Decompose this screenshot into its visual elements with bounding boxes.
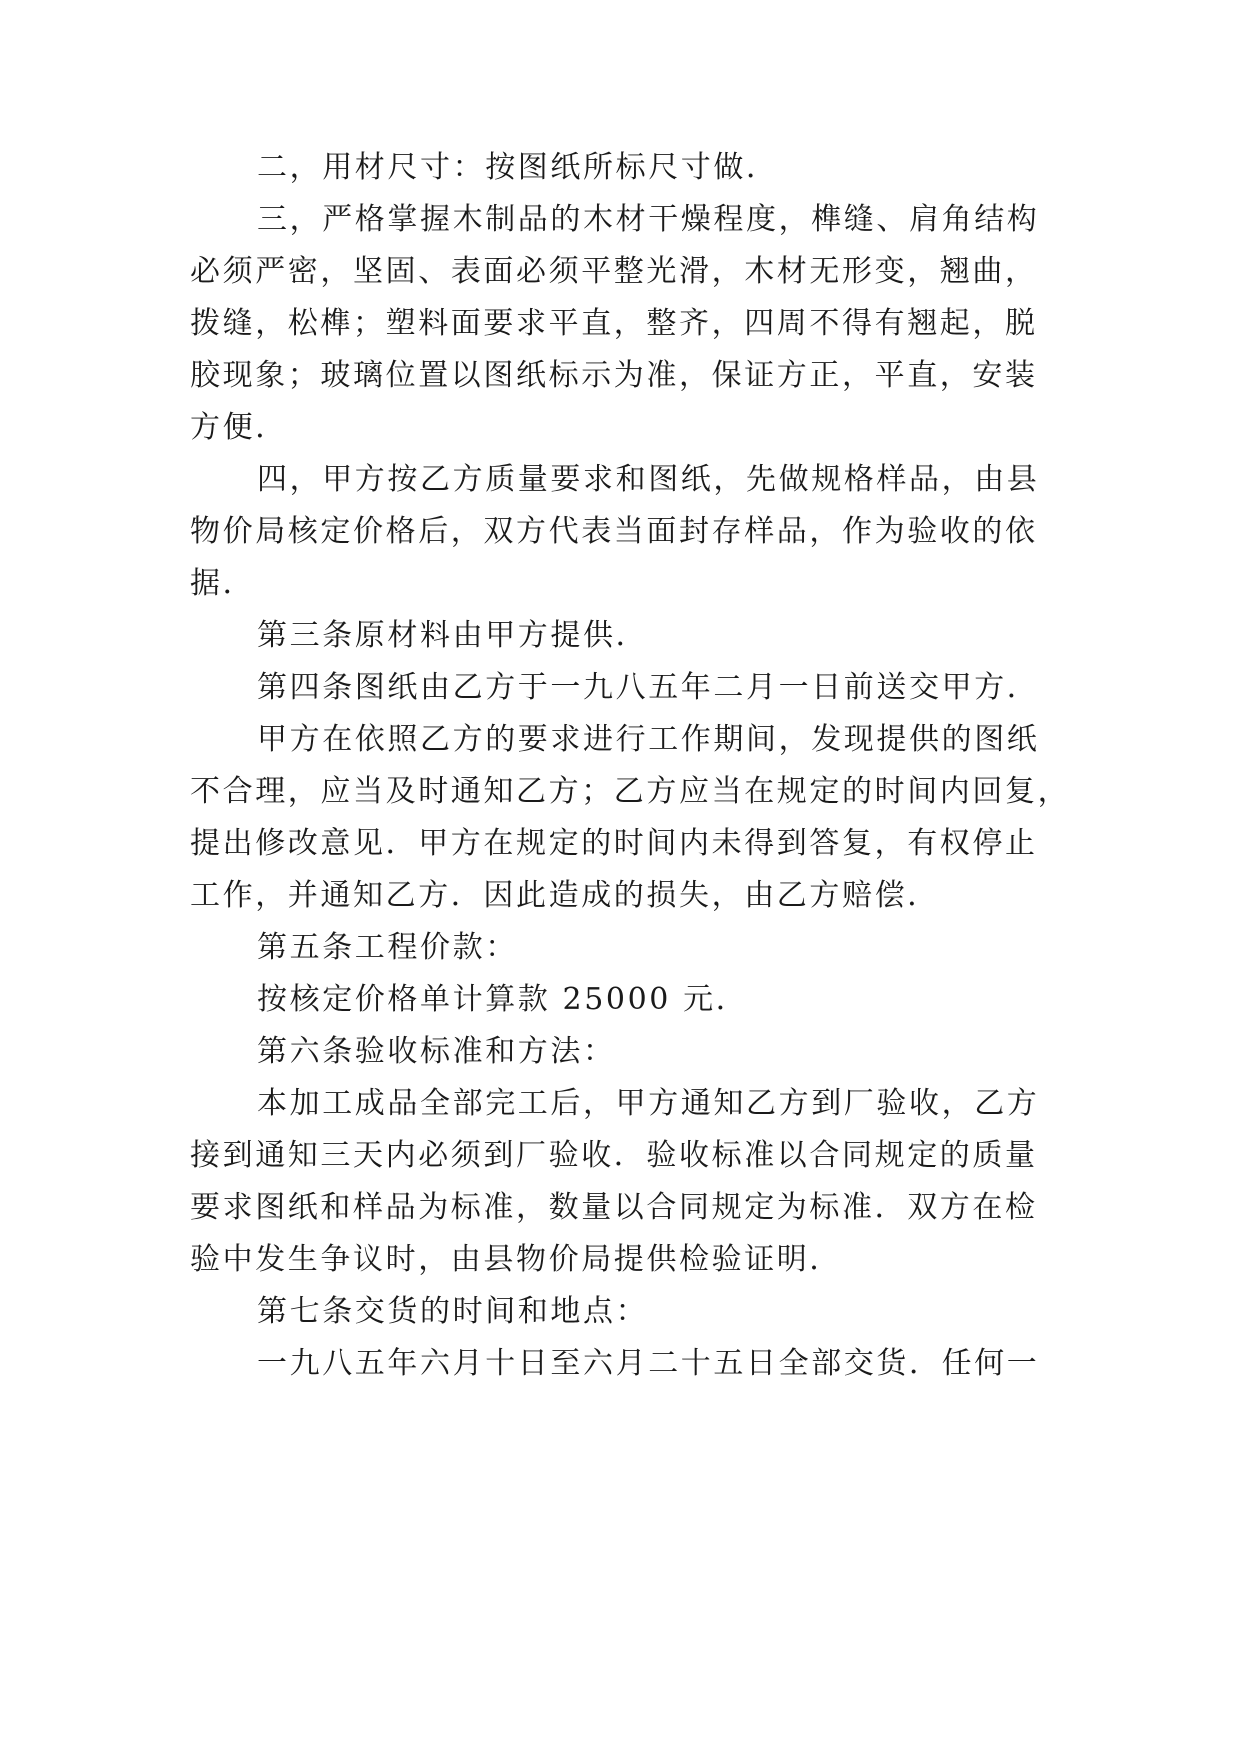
text-line: 提出修改意见．甲方在规定的时间内未得到答复，有权停止 [190,826,1038,861]
text-line: 拨缝，松榫；塑料面要求平直，整齐，四周不得有翘起，脱 [190,306,1038,341]
text-line: 胶现象；玻璃位置以图纸标示为准，保证方正，平直，安装 [190,358,1038,393]
text-line: 第五条工程价款： [257,930,518,965]
text-line: 二，用材尺寸：按图纸所标尺寸做． [257,150,779,185]
text-line: 第七条交货的时间和地点： [257,1294,649,1329]
text-line: 物价局核定价格后，双方代表当面封存样品，作为验收的依 [190,514,1038,549]
text-line: 据． [190,566,256,601]
text-line: 四，甲方按乙方质量要求和图纸，先做规格样品，由县 [257,462,1040,497]
text-line: 甲方在依照乙方的要求进行工作期间，发现提供的图纸 [257,722,1040,757]
text-line: 第四条图纸由乙方于一九八五年二月一日前送交甲方． [257,670,1040,705]
text-line: 方便． [190,410,288,445]
text-line: 三，严格掌握木制品的木材干燥程度，榫缝、肩角结构 [257,202,1040,237]
text-line: 必须严密，坚固、表面必须平整光滑，木材无形变，翘曲， [190,254,1038,289]
text-line: 验中发生争议时，由县物价局提供检验证明． [190,1242,842,1277]
text-line: 按核定价格单计算款 25000 元． [257,982,749,1017]
text-line: 第六条验收标准和方法： [257,1034,616,1069]
text-line: 第三条原材料由甲方提供． [257,618,649,653]
text-line: 接到通知三天内必须到厂验收．验收标准以合同规定的质量 [190,1138,1038,1173]
text-line: 工作，并通知乙方．因此造成的损失，由乙方赔偿． [190,878,940,913]
text-line: 一九八五年六月十日至六月二十五日全部交货．任何一 [257,1346,1040,1381]
text-line: 本加工成品全部完工后，甲方通知乙方到厂验收，乙方 [257,1086,1040,1121]
text-line: 不合理，应当及时通知乙方；乙方应当在规定的时间内回复， [190,774,1071,809]
text-line: 要求图纸和样品为标准，数量以合同规定为标准．双方在检 [190,1190,1038,1225]
